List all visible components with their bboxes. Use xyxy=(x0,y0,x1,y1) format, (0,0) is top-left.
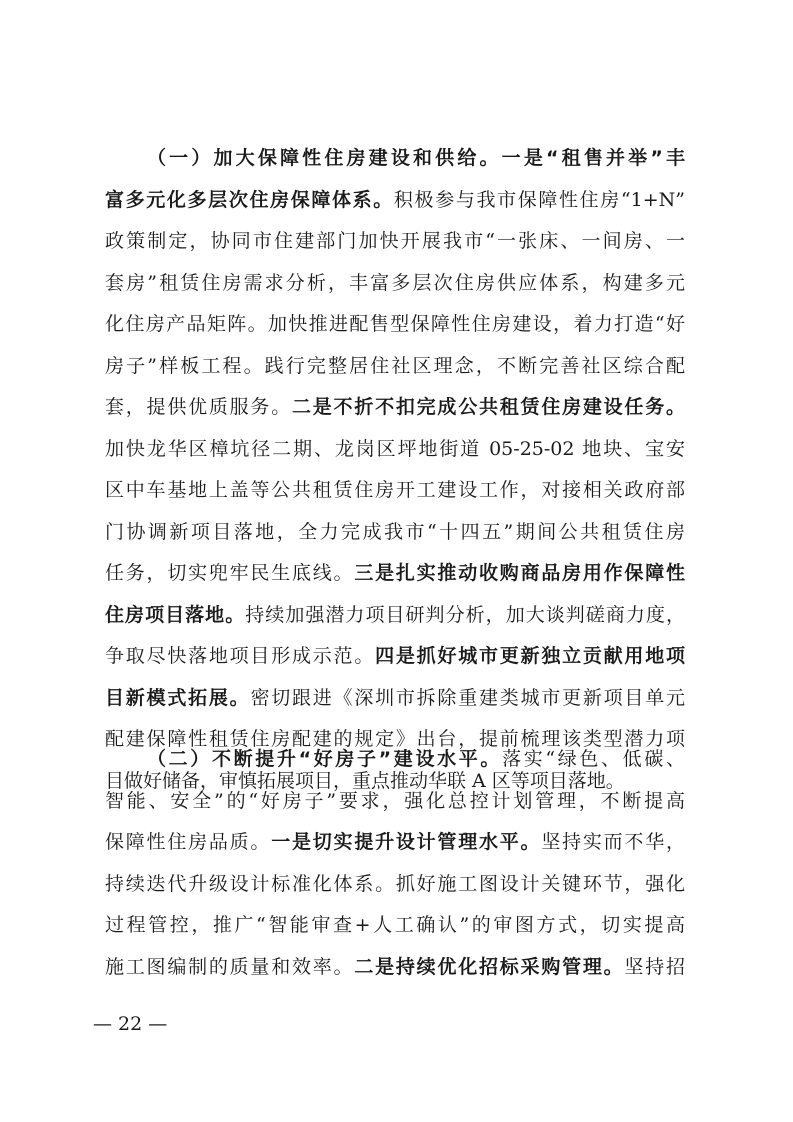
text-line xyxy=(105,781,685,821)
text-run: 坚持招 xyxy=(624,955,685,978)
text-line xyxy=(147,739,685,779)
text-run: 密切跟进《深圳市拆除重建类城市更新项目单元 xyxy=(250,686,685,709)
text-line xyxy=(105,553,685,593)
bold-text-run: 目新模式拓展。 xyxy=(105,686,251,709)
text-line xyxy=(105,947,685,987)
bold-text-run: 富多元化多层次住房保障体系。 xyxy=(105,188,394,211)
bold-text-run: （二）不断提升“好房子”建设水平。 xyxy=(147,748,503,770)
text-run: 任务，切实兜牢民生底线。 xyxy=(105,562,355,584)
bold-text-run: 一是切实提升设计管理水平。 xyxy=(271,831,542,853)
text-line xyxy=(105,822,685,862)
bold-text-run: 三是扎实推动收购商品房用作保障性 xyxy=(354,562,685,584)
text-run: 加快龙华区樟坑径二期、龙岗区坪地街道 05-25-02 地块、宝安 xyxy=(105,437,685,460)
text-line xyxy=(105,636,685,676)
text-line xyxy=(105,905,685,945)
bold-text-run: 四是抓好城市更新独立贡献用地项 xyxy=(375,645,685,667)
text-run: 争取尽快落地项目形成示范。 xyxy=(105,645,376,667)
bold-text-run: 二是不折不扣完成公共租赁住房建设任务。 xyxy=(292,396,685,418)
text-run: 坚持实而不华， xyxy=(541,831,685,853)
text-run: 持续加强潜力项目研判分析，加大谈判磋商力度， xyxy=(245,603,685,626)
text-run: 化住房产品矩阵。加快推进配售型保障性住房建设，着力打造“好 xyxy=(105,313,685,335)
text-line xyxy=(105,470,685,510)
text-run: 套，提供优质服务。 xyxy=(105,396,292,418)
text-run: 过程管控，推广“智能审查+人工确认”的审图方式，切实提高 xyxy=(105,914,685,936)
bold-text-run: 住房项目落地。 xyxy=(105,603,246,626)
text-line xyxy=(105,180,685,220)
text-line xyxy=(105,512,685,552)
text-run: 目做好储备，审慎拓展项目，重点推动华联 A 区等项目落地。 xyxy=(105,769,625,792)
text-line xyxy=(105,429,685,469)
text-line xyxy=(147,138,685,178)
text-run: 施工图编制的质量和效率。 xyxy=(105,955,355,978)
text-line xyxy=(105,263,685,303)
text-line xyxy=(105,864,685,904)
text-run: 智能、安全”的“好房子”要求，强化总控计划管理，不断提高 xyxy=(105,789,685,812)
bold-text-run: （一）加大保障性住房建设和供给。一是“租售并举”丰 xyxy=(147,147,685,169)
text-run: 保障性住房品质。 xyxy=(105,831,272,853)
text-run: 政策制定，协同市住建部门加快开展我市“一张床、一间房、一 xyxy=(105,230,685,252)
text-line xyxy=(105,678,685,718)
text-line xyxy=(105,387,685,427)
text-run: 套房”租赁住房需求分析，丰富多层次住房供应体系，构建多元 xyxy=(105,271,685,294)
text-line xyxy=(105,304,685,344)
page-number: — 22 — xyxy=(93,1013,168,1035)
text-line xyxy=(105,346,685,386)
text-run: 区中车基地上盖等公共租赁住房开工建设工作，对接相关政府部 xyxy=(105,479,685,501)
text-run: 落实“绿色、低碳、 xyxy=(502,748,685,770)
bold-text-run: 二是持续优化招标采购管理。 xyxy=(354,955,625,978)
text-run: 门协调新项目落地，全力完成我市“十四五”期间公共租赁住房 xyxy=(105,520,685,543)
text-line xyxy=(105,221,685,261)
text-run: 房子”样板工程。践行完整居住社区理念，不断完善社区综合配 xyxy=(105,354,685,377)
text-line xyxy=(105,595,685,635)
text-run: 积极参与我市保障性住房“1+N” xyxy=(393,188,685,211)
text-run: 持续迭代升级设计标准化体系。抓好施工图设计关键环节，强化 xyxy=(105,872,685,895)
text-run: 配建保障性租赁住房配建的规定》出台，提前梳理该类型潜力项 xyxy=(105,728,685,750)
